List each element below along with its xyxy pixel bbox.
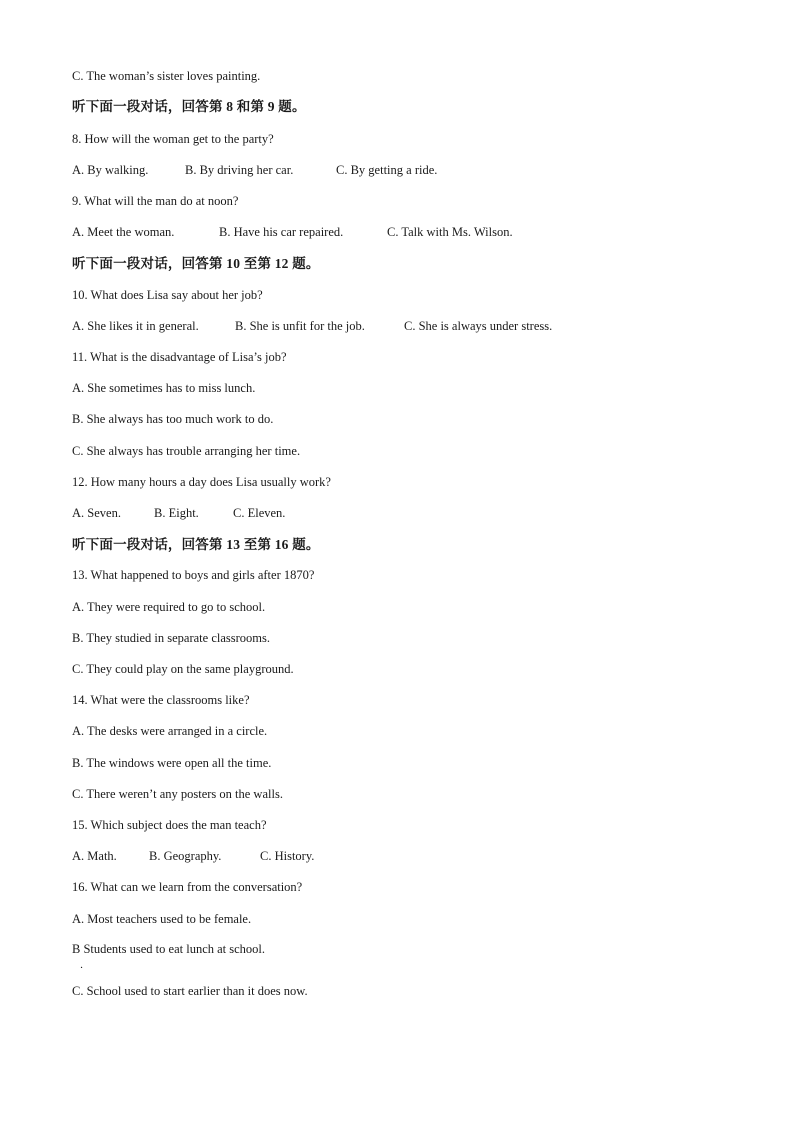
- option-c: C. Eleven.: [233, 506, 286, 520]
- option-b: B. She always has too much work to do.: [72, 412, 274, 426]
- option-a: A. Math.: [72, 849, 117, 863]
- section-heading: 听下面一段对话，回答第 10 至第 12 题。: [72, 256, 320, 271]
- option-line: C. The woman’s sister loves painting.: [72, 69, 261, 83]
- section-heading: 听下面一段对话，回答第 13 至第 16 题。: [72, 537, 320, 552]
- option-a: A. They were required to go to school.: [72, 600, 266, 614]
- question-16: 16. What can we learn from the conversation?: [72, 880, 303, 894]
- question-10: 10. What does Lisa say about her job?: [72, 288, 263, 302]
- option-b: B. Geography.: [149, 849, 222, 863]
- question-14: 14. What were the classrooms like?: [72, 693, 250, 707]
- option-a: A. Most teachers used to be female.: [72, 912, 252, 926]
- section-heading: 听下面一段对话，回答第 8 和第 9 题。: [72, 99, 306, 114]
- option-a: A. Meet the woman.: [72, 225, 175, 239]
- option-b: B. Eight.: [154, 506, 199, 520]
- option-b: B. They studied in separate classrooms.: [72, 631, 270, 645]
- option-c: C. School used to start earlier than it does now.: [72, 984, 308, 998]
- question-12-options: [72, 505, 285, 521]
- question-15: 15. Which subject does the man teach?: [72, 818, 267, 832]
- option-b: B Students used to eat lunch at school.: [72, 942, 266, 956]
- question-11: 11. What is the disadvantage of Lisa’s job?: [72, 350, 287, 364]
- question-9-options: [72, 224, 513, 240]
- option-c: C. History.: [260, 849, 315, 863]
- question-9: 9. What will the man do at noon?: [72, 194, 239, 208]
- question-12: 12. How many hours a day does Lisa usually work?: [72, 475, 331, 489]
- option-b: B. Have his car repaired.: [219, 225, 344, 239]
- option-b: B. She is unfit for the job.: [235, 319, 365, 333]
- option-c: C. Talk with Ms. Wilson.: [387, 225, 513, 239]
- option-c: C. She is always under stress.: [404, 319, 553, 333]
- option-c: C. By getting a ride.: [336, 163, 438, 177]
- question-8-options: [72, 162, 437, 178]
- option-a: A. She likes it in general.: [72, 319, 199, 333]
- option-a: A. She sometimes has to miss lunch.: [72, 381, 256, 395]
- option-c: C. She always has trouble arranging her time.: [72, 444, 301, 458]
- option-b: B. By driving her car.: [185, 163, 294, 177]
- option-a: A. Seven.: [72, 506, 121, 520]
- stray-period-mark: ．: [80, 960, 90, 971]
- option-c: C. There weren’t any posters on the walls.: [72, 787, 283, 801]
- question-10-options: [72, 318, 552, 334]
- option-b: B. The windows were open all the time.: [72, 756, 272, 770]
- option-a: A. The desks were arranged in a circle.: [72, 724, 268, 738]
- question-15-options: [72, 848, 314, 864]
- option-c: C. They could play on the same playground.: [72, 662, 294, 676]
- question-8: 8. How will the woman get to the party?: [72, 132, 274, 146]
- option-a: A. By walking.: [72, 163, 149, 177]
- question-13: 13. What happened to boys and girls after 1870?: [72, 568, 315, 582]
